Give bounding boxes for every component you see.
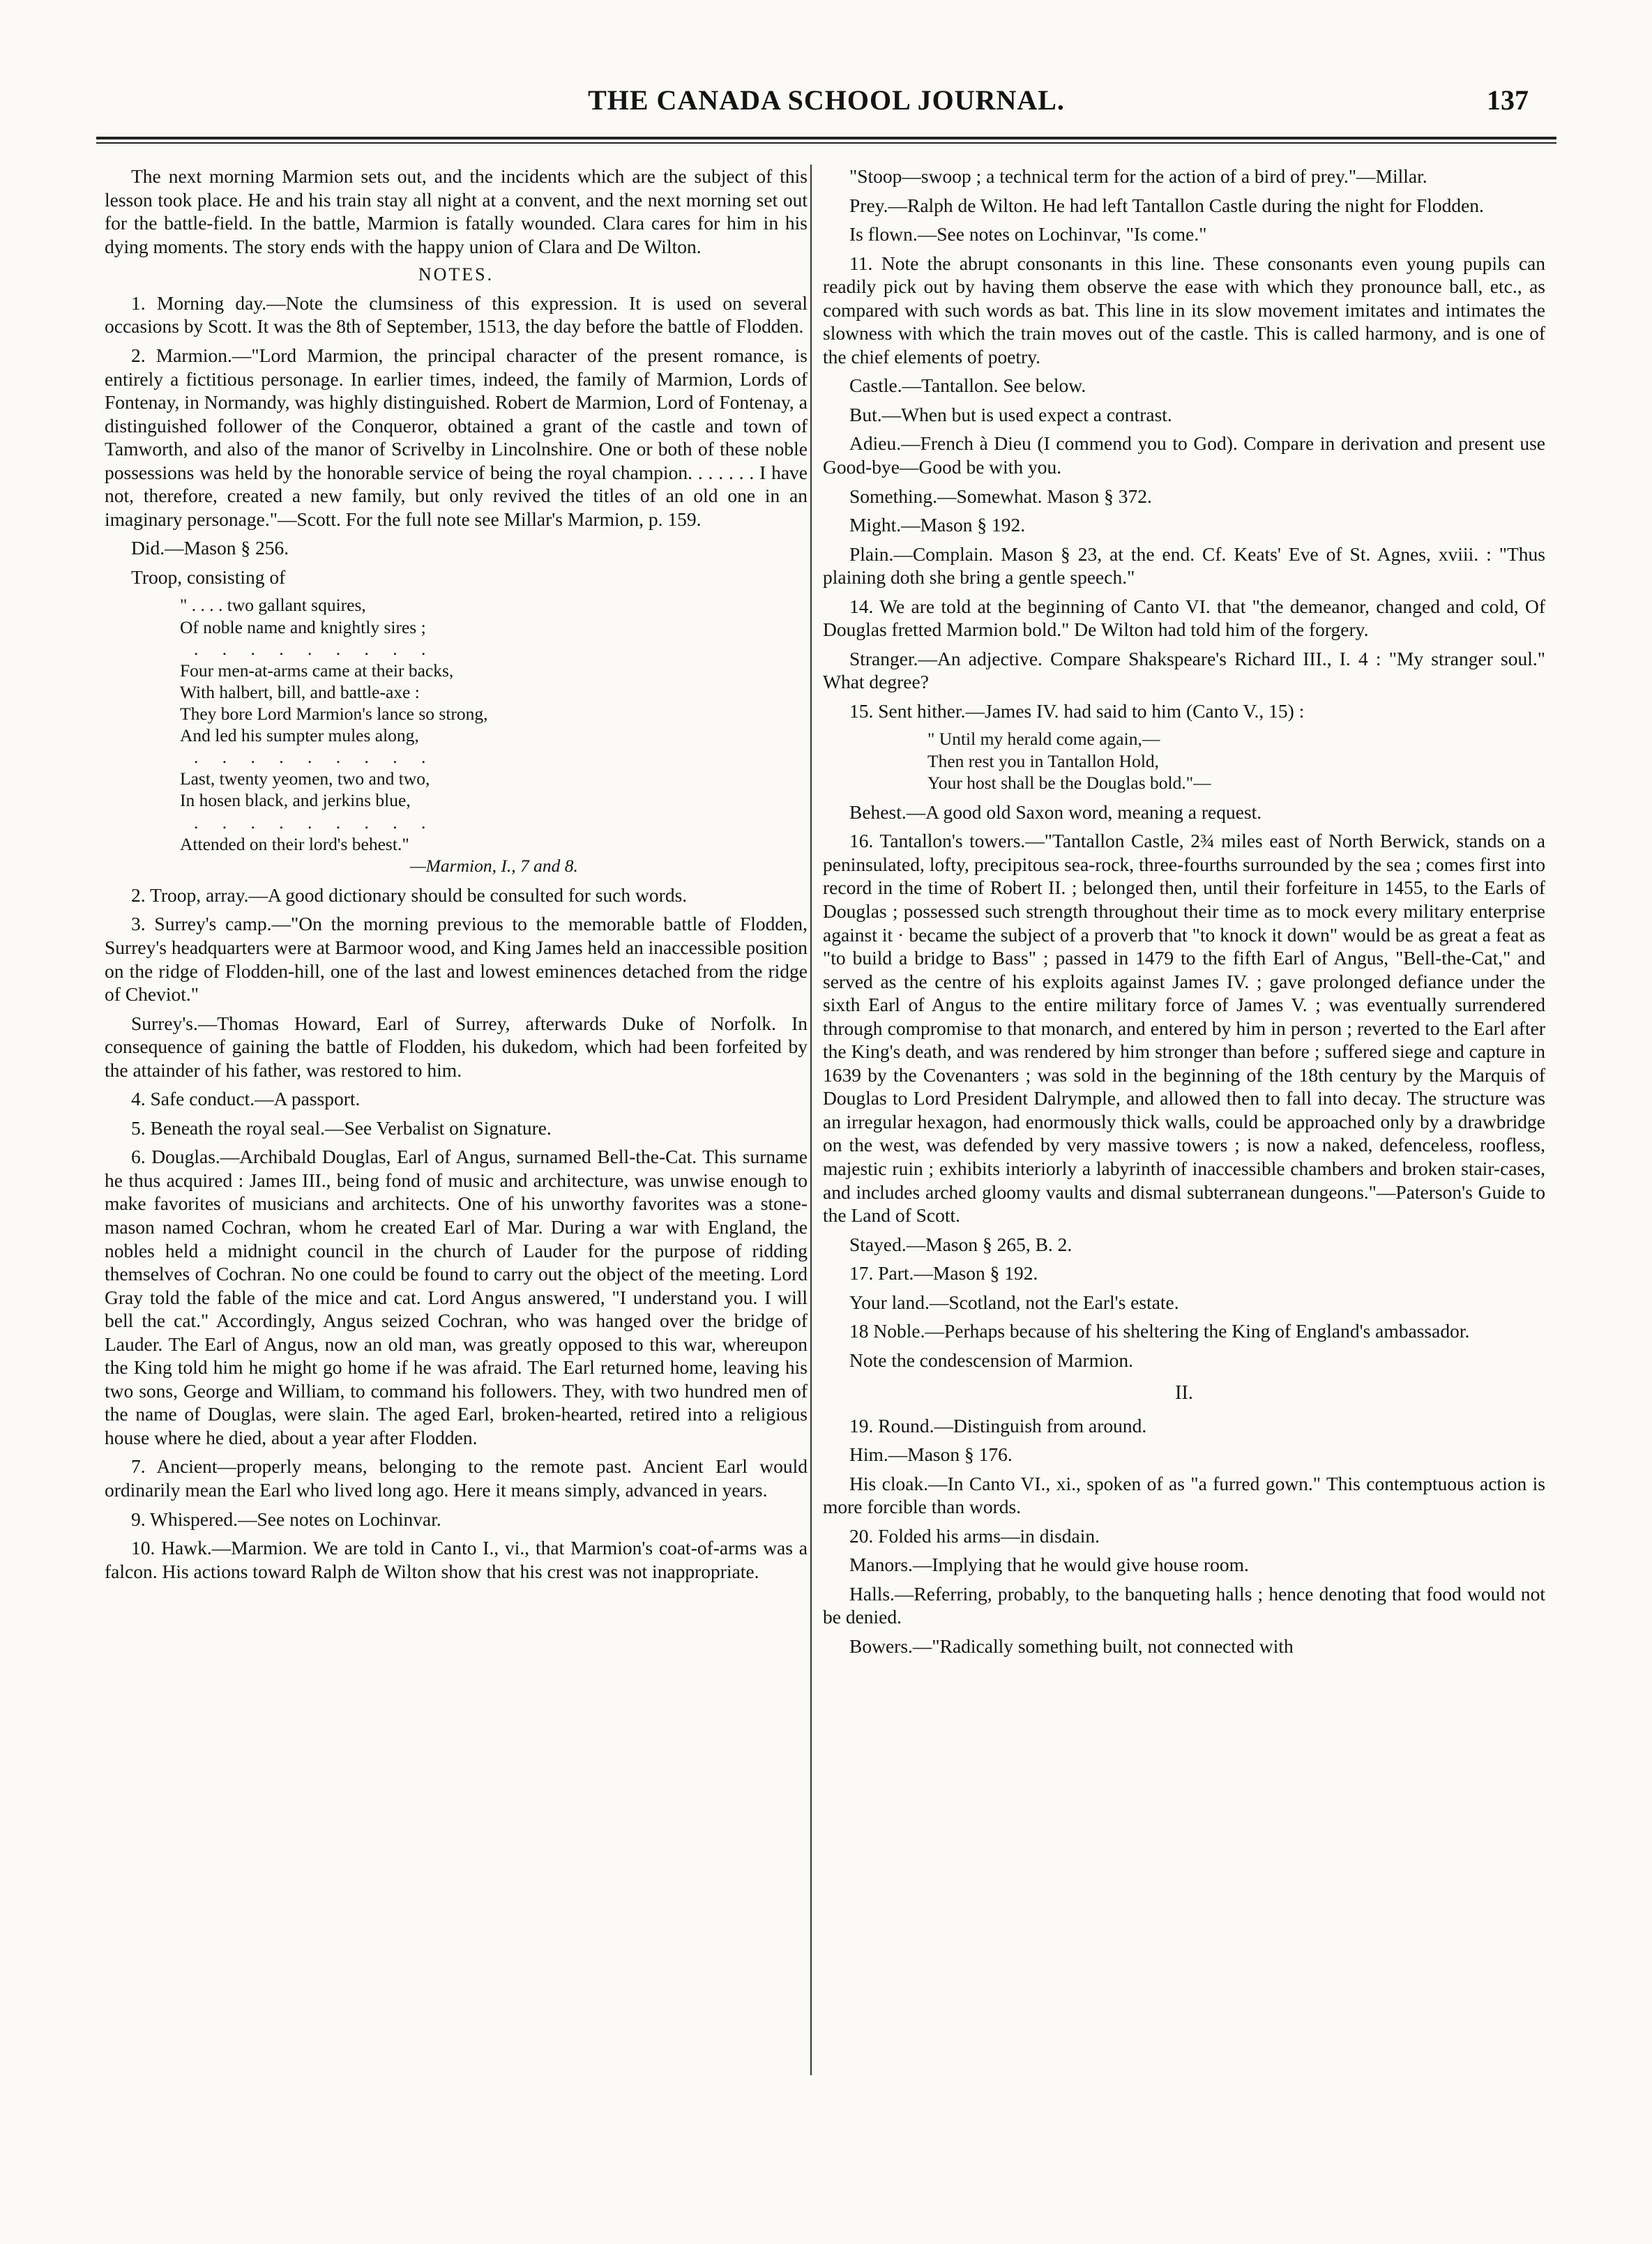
note-prey: Prey.—Ralph de Wilton. He had left Tantallon Castle during the night for Flodden. xyxy=(849,194,1484,216)
note-halls: Halls.—Referring, probably, to the banqueting halls ; hence denoting that food would not be denied. xyxy=(823,1582,1545,1628)
note-behest: Behest.—A good old Saxon word, meaning a request. xyxy=(849,801,1262,823)
page-header xyxy=(96,84,1556,126)
note-15: 15. Sent hither.—James IV. had said to him (Canto V., 15) : xyxy=(849,699,1305,722)
note-4: 4. Safe conduct.—A passport. xyxy=(131,1088,361,1110)
note-7: 7. Ancient—properly means, belonging to the remote past. Ancient Earl would ordinarily mean the Earl who lived long ago. Here it means simply, advanced in years. xyxy=(105,1455,808,1501)
note-something: Something.—Somewhat. Mason § 372. xyxy=(849,485,1152,507)
poem-quote xyxy=(180,594,808,876)
note-stranger: Stranger.—An adjective. Compare Shakspeare's Richard III., I. 4 : "My stranger soul." What degree? xyxy=(823,647,1545,693)
poem-ellipsis: . . . . . . . . . xyxy=(194,812,436,833)
header-rule-thin xyxy=(96,142,1556,144)
note-10: 10. Hawk.—Marmion. We are told in Canto I., vi., that Marmion's coat-of-arms was a falcon. His actions toward Ralph de Wilton show that his crest was not inappropriate. xyxy=(105,1537,808,1582)
note-but: But.—When but is used expect a contrast. xyxy=(849,403,1172,425)
notes-heading: NOTES. xyxy=(418,264,494,285)
note-cloak: His cloak.—In Canto VI., xi., spoken of as "a furred gown." This contemptuous action is more forcible than words. xyxy=(823,1472,1545,1518)
note-18: 18 Noble.—Perhaps because of his sheltering the King of England's ambassador. xyxy=(849,1320,1470,1342)
note-6: 6. Douglas.—Archibald Douglas, Earl of Angus, surnamed Bell-the-Cat. This surname he thus acquired : James III., being fond of music and architecture, was unwise enough to make favorites of musicians and architects. One of his unworthy favorites was a stone-mason named Cochran, whom he created Earl of Mar. During a war with England, the nobles held a midnight council in the church of Lauder for the purpose of ridding themselves of Cochran. No one could be found to carry out the object of the meeting. Lord Gray told the fable of the mice and cat. Lord Angus answered, "I understand you. I will bell the cat." Accordingly, Angus seized Cochran, who was hanged over the bridge of Lauder. The Earl of Angus, now an old man, was greatly opposed to this war, whereupon the King told him he might go home if he was afraid. The Earl returned home, leaving his two sons, George and William, to command his followers. They, with two hundred men of the name of Douglas, were slain. The aged Earl, broken-hearted, retired into a religious house where he died, about a year after Flodden. xyxy=(105,1146,808,1448)
note-troop: Troop, consisting of xyxy=(131,566,286,588)
note-surreys: Surrey's.—Thomas Howard, Earl of Surrey, afterwards Duke of Norfolk. In consequence of gaining the battle of Flodden, his dukedom, which had been forfeited by the attainder of his father, was restored to him. xyxy=(105,1012,808,1081)
note-condescension: Note the condescension of Marmion. xyxy=(849,1349,1134,1371)
quote-line: Your host shall be the Douglas bold."— xyxy=(927,772,1211,793)
note-stoop: "Stoop—swoop ; a technical term for the action of a bird of prey."—Millar. xyxy=(849,165,1427,187)
poem-line: They bore Lord Marmion's lance so strong, xyxy=(180,704,488,725)
note-manors: Manors.—Implying that he would give house room. xyxy=(849,1554,1249,1576)
poem-line: With halbert, bill, and battle-axe : xyxy=(180,681,420,702)
poem-line: Last, twenty yeomen, two and two, xyxy=(180,768,430,789)
left-column xyxy=(105,165,808,1589)
note-might: Might.—Mason § 192. xyxy=(849,514,1026,536)
note-him: Him.—Mason § 176. xyxy=(849,1443,1013,1466)
note-16: 16. Tantallon's towers.—"Tantallon Castle, 2¾ miles east of North Berwick, stands on a peninsulated, lofty, precipitous sea-rock, three-fourths surrounded by the sea ; comes first into record in the time of Robert II. ; belonged then, until their forfeiture in 1455, to the Earls of Douglas ; possessed such strength throughout their time as to mock every military enterprise against it · became the subject of a proverb that "to knock it down" would be as great a feat as "to build a bridge to Bass" ; passed in 1479 to the fifth Earl of Angus, "Bell-the-Cat," and served as the centre of his exploits against James IV. ; gave prolonged defiance under the sixth Earl of Angus to the entire military force of James V. ; was eventually surrendered through compromise to that monarch, and entered by him in person ; reverted to the Earl after the King's death, and was rendered by him stronger than before ; suffered siege and capture in 1639 by the Covenanters ; was sold in the beginning of the 18th century by the Marquis of Douglas to Lord President Dalrymple, and allowed then to fall into decay. The structure was an irregular hexagon, had enormously thick walls, could be approached only by a drawbridge on the west, was defended by very massive towers ; is now a naked, defenceless, roofless, majestic ruin ; exhibits interiorly a labyrinth of inaccessible chambers and broken stair-cases, and includes arched gloomy vaults and dismal subterranean dungeons."—Paterson's Guide to the Land of Scott. xyxy=(823,830,1545,1227)
poem-line: " . . . . two gallant squires, xyxy=(180,595,366,616)
note-5: 5. Beneath the royal seal.—See Verbalist on Signature. xyxy=(131,1116,552,1139)
poem-line: In hosen black, and jerkins blue, xyxy=(180,790,411,811)
poem-ellipsis: . . . . . . . . . xyxy=(194,747,436,768)
note-did: Did.—Mason § 256. xyxy=(131,537,289,559)
poem-line: And led his sumpter mules along, xyxy=(180,725,419,746)
note-is-flown: Is flown.—See notes on Lochinvar, "Is come." xyxy=(849,223,1207,245)
note-adieu: Adieu.—French à Dieu (I commend you to God). Compare in derivation and present use Good-bye—Good be with you. xyxy=(823,432,1545,478)
quote-line: " Until my herald come again,— xyxy=(927,729,1160,750)
note-17: 17. Part.—Mason § 192. xyxy=(849,1262,1038,1284)
quote-line: Then rest you in Tantallon Hold, xyxy=(927,750,1160,771)
note-1: 1. Morning day.—Note the clumsiness of this expression. It is used on several occasions by Scott. It was the 8th of September, 1513, the day before the battle of Flodden. xyxy=(105,291,808,338)
note-2: 2. Marmion.—"Lord Marmion, the principal character of the present romance, is entirely a fictitious personage. In earlier times, indeed, the family of Marmion, Lords of Fontenay, in Normandy, was highly distinguished. Robert de Marmion, Lord of Fontenay, a distinguished follower of the Conqueror, obtained a grant of the castle and town of Tamworth, and also of the manor of Scrivelby in Lincolnshire. One or both of these noble possessions was held by the honorable service of being the royal champion. . . . . . . I have not, therefore, created a new family, but only revived the titles of an old one in an imaginary personage."—Scott. For the full note see Millar's Marmion, p. 159. xyxy=(105,344,808,530)
note-stayed: Stayed.—Mason § 265, B. 2. xyxy=(849,1233,1073,1255)
column-divider xyxy=(810,165,812,2075)
note-14: 14. We are told at the beginning of Canto VI. that "the demeanor, changed and cold, Of Douglas fretted Marmion bold." De Wilton had told him of the forgery. xyxy=(823,595,1545,641)
journal-title: THE CANADA SCHOOL JOURNAL. xyxy=(588,84,1065,116)
note-11: 11. Note the abrupt consonants in this line. These consonants even young pupils can readily pick out by having them observe the ease with which they pronounce ball, etc., as compared with such words as bat. This line in its slow movement imitates and intimates the slowness with which the train moves out of the castle. This is called harmony, and is one of the chief elements of poetry. xyxy=(823,252,1545,367)
note-your-land: Your land.—Scotland, not the Earl's estate. xyxy=(849,1291,1179,1313)
poem-source: —Marmion, I., 7 and 8. xyxy=(410,855,578,876)
section-heading: II. xyxy=(1175,1382,1193,1404)
page-number: 137 xyxy=(1487,84,1529,116)
poem-line: Of noble name and knightly sires ; xyxy=(180,616,426,637)
note-plain: Plain.—Complain. Mason § 23, at the end. Cf. Keats' Eve of St. Agnes, xviii. : "Thus plaining doth she bring a gentle speech." xyxy=(823,543,1545,589)
note-bowers: Bowers.—"Radically something built, not connected with xyxy=(849,1635,1294,1657)
right-column xyxy=(823,165,1545,1663)
note-19: 19. Round.—Distinguish from around. xyxy=(849,1414,1147,1436)
header-rule-thick xyxy=(96,137,1556,139)
herald-quote xyxy=(927,728,1545,793)
intro-paragraph: The next morning Marmion sets out, and the incidents which are the subject of this lesson took place. He and his train stay all night at a convent, and the next morning set out for the battle-field. In the battle, Marmion is fatally wounded. Clara cares for him in his dying moments. The story ends with the happy union of Clara and De Wilton. xyxy=(105,165,808,257)
poem-line: Attended on their lord's behest." xyxy=(180,833,409,854)
note-20: 20. Folded his arms—in disdain. xyxy=(849,1524,1100,1547)
note-castle: Castle.—Tantallon. See below. xyxy=(849,374,1086,397)
note-9: 9. Whispered.—See notes on Lochinvar. xyxy=(131,1508,441,1530)
note-troop-array: 2. Troop, array.—A good dictionary should be consulted for such words. xyxy=(131,884,688,906)
poem-line: Four men-at-arms came at their backs, xyxy=(180,660,454,681)
note-3: 3. Surrey's camp.—"On the morning previous to the memorable battle of Flodden, Surrey's headquarters were at Barmoor wood, and King James held an inaccessible position on the ridge of Flodden-hill, one of the last and lowest eminences detached from the ridge of Cheviot." xyxy=(105,913,808,1006)
poem-ellipsis: . . . . . . . . . xyxy=(194,638,436,659)
